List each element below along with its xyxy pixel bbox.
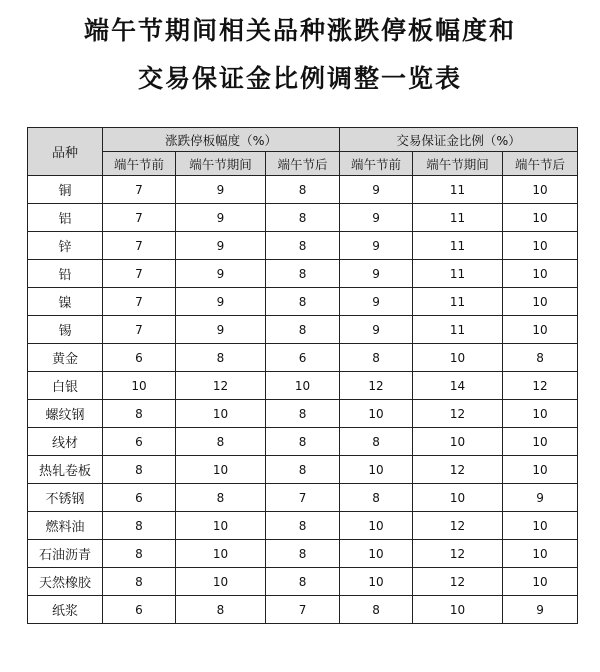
- value-cell: 8: [103, 456, 176, 484]
- variety-name-cell: 石油沥青: [28, 540, 103, 568]
- price-limit-group-header: 涨跌停板幅度（%）: [103, 128, 340, 152]
- value-cell: 8: [176, 428, 266, 456]
- value-cell: 10: [503, 540, 578, 568]
- value-cell: 6: [103, 428, 176, 456]
- sub-header: 端午节期间: [176, 152, 266, 176]
- header-row-periods: [28, 152, 578, 176]
- value-cell: 10: [340, 400, 413, 428]
- value-cell: 8: [103, 540, 176, 568]
- variety-name-cell: 铅: [28, 260, 103, 288]
- value-cell: 9: [340, 288, 413, 316]
- table-row: [28, 428, 578, 456]
- variety-name-cell: 镍: [28, 288, 103, 316]
- value-cell: 8: [176, 344, 266, 372]
- table-row: [28, 540, 578, 568]
- table-row: [28, 204, 578, 232]
- value-cell: 8: [266, 260, 340, 288]
- value-cell: 7: [103, 288, 176, 316]
- table-row: [28, 176, 578, 204]
- value-cell: 10: [103, 372, 176, 400]
- value-cell: 8: [103, 400, 176, 428]
- value-cell: 7: [266, 484, 340, 512]
- value-cell: 8: [266, 204, 340, 232]
- table-row: [28, 232, 578, 260]
- value-cell: 8: [176, 484, 266, 512]
- value-cell: 9: [340, 316, 413, 344]
- variety-name-cell: 白银: [28, 372, 103, 400]
- value-cell: 10: [503, 400, 578, 428]
- value-cell: 6: [103, 596, 176, 624]
- sub-header: 端午节后: [266, 152, 340, 176]
- value-cell: 11: [413, 176, 503, 204]
- page-title-line-2: 交易保证金比例调整一览表: [137, 64, 462, 93]
- value-cell: 9: [340, 176, 413, 204]
- value-cell: 9: [503, 484, 578, 512]
- variety-name-cell: 热轧卷板: [28, 456, 103, 484]
- value-cell: 8: [103, 568, 176, 596]
- variety-column-header: 品种: [28, 128, 103, 176]
- value-cell: 7: [103, 260, 176, 288]
- table-row: [28, 484, 578, 512]
- value-cell: 8: [503, 344, 578, 372]
- value-cell: 12: [176, 372, 266, 400]
- value-cell: 12: [503, 372, 578, 400]
- value-cell: 8: [340, 596, 413, 624]
- value-cell: 9: [503, 596, 578, 624]
- table-row: [28, 568, 578, 596]
- value-cell: 10: [503, 288, 578, 316]
- value-cell: 12: [413, 540, 503, 568]
- value-cell: 7: [103, 204, 176, 232]
- value-cell: 12: [340, 372, 413, 400]
- value-cell: 8: [266, 456, 340, 484]
- value-cell: 10: [176, 540, 266, 568]
- value-cell: 11: [413, 204, 503, 232]
- value-cell: 8: [266, 568, 340, 596]
- variety-name-cell: 螺纹钢: [28, 400, 103, 428]
- value-cell: 10: [340, 456, 413, 484]
- value-cell: 10: [413, 596, 503, 624]
- value-cell: 11: [413, 316, 503, 344]
- table-row: [28, 512, 578, 540]
- value-cell: 10: [176, 456, 266, 484]
- value-cell: 9: [340, 204, 413, 232]
- variety-name-cell: 燃料油: [28, 512, 103, 540]
- value-cell: 11: [413, 260, 503, 288]
- value-cell: 10: [340, 568, 413, 596]
- value-cell: 8: [266, 176, 340, 204]
- table-row: [28, 316, 578, 344]
- value-cell: 7: [103, 232, 176, 260]
- sub-header: 端午节前: [340, 152, 413, 176]
- table-row: [28, 288, 578, 316]
- adjustment-table: [27, 127, 578, 624]
- value-cell: 9: [176, 260, 266, 288]
- variety-name-cell: 铝: [28, 204, 103, 232]
- value-cell: 10: [340, 512, 413, 540]
- value-cell: 8: [266, 540, 340, 568]
- value-cell: 10: [503, 568, 578, 596]
- value-cell: 8: [340, 344, 413, 372]
- value-cell: 10: [503, 260, 578, 288]
- value-cell: 6: [103, 344, 176, 372]
- margin-ratio-group-header: 交易保证金比例（%）: [340, 128, 578, 152]
- header-row-groups: [28, 128, 578, 152]
- value-cell: 10: [503, 204, 578, 232]
- value-cell: 10: [413, 344, 503, 372]
- value-cell: 8: [266, 400, 340, 428]
- value-cell: 10: [413, 484, 503, 512]
- table-row: [28, 596, 578, 624]
- value-cell: 12: [413, 512, 503, 540]
- variety-name-cell: 纸浆: [28, 596, 103, 624]
- value-cell: 10: [266, 372, 340, 400]
- variety-name-cell: 天然橡胶: [28, 568, 103, 596]
- table-body: [28, 176, 578, 624]
- value-cell: 10: [503, 176, 578, 204]
- value-cell: 12: [413, 568, 503, 596]
- value-cell: 6: [103, 484, 176, 512]
- variety-name-cell: 不锈钢: [28, 484, 103, 512]
- value-cell: 10: [503, 232, 578, 260]
- value-cell: 10: [176, 568, 266, 596]
- variety-name-cell: 线材: [28, 428, 103, 456]
- value-cell: 6: [266, 344, 340, 372]
- sub-header: 端午节后: [503, 152, 578, 176]
- value-cell: 10: [176, 400, 266, 428]
- value-cell: 9: [176, 288, 266, 316]
- page-title-line-1: 端午节期间相关品种涨跌停板幅度和: [83, 16, 516, 45]
- table-header: [28, 128, 578, 176]
- table-row: [28, 260, 578, 288]
- value-cell: 10: [413, 428, 503, 456]
- value-cell: 11: [413, 232, 503, 260]
- value-cell: 8: [266, 316, 340, 344]
- value-cell: 10: [503, 456, 578, 484]
- value-cell: 9: [340, 232, 413, 260]
- value-cell: 10: [503, 428, 578, 456]
- variety-name-cell: 铜: [28, 176, 103, 204]
- value-cell: 7: [266, 596, 340, 624]
- value-cell: 14: [413, 372, 503, 400]
- value-cell: 8: [266, 428, 340, 456]
- table-row: [28, 400, 578, 428]
- value-cell: 10: [503, 316, 578, 344]
- value-cell: 7: [103, 316, 176, 344]
- value-cell: 9: [176, 316, 266, 344]
- value-cell: 8: [266, 288, 340, 316]
- value-cell: 9: [340, 260, 413, 288]
- value-cell: 9: [176, 204, 266, 232]
- value-cell: 11: [413, 288, 503, 316]
- value-cell: 10: [340, 540, 413, 568]
- table-row: [28, 456, 578, 484]
- value-cell: 7: [103, 176, 176, 204]
- table-row: [28, 372, 578, 400]
- value-cell: 9: [176, 176, 266, 204]
- value-cell: 10: [176, 512, 266, 540]
- value-cell: 8: [340, 428, 413, 456]
- variety-name-cell: 黄金: [28, 344, 103, 372]
- value-cell: 9: [176, 232, 266, 260]
- sub-header: 端午节前: [103, 152, 176, 176]
- sub-header: 端午节期间: [413, 152, 503, 176]
- variety-name-cell: 锡: [28, 316, 103, 344]
- value-cell: 8: [176, 596, 266, 624]
- table-row: [28, 344, 578, 372]
- value-cell: 8: [266, 232, 340, 260]
- value-cell: 10: [503, 512, 578, 540]
- value-cell: 8: [103, 512, 176, 540]
- value-cell: 8: [340, 484, 413, 512]
- value-cell: 12: [413, 456, 503, 484]
- value-cell: 8: [266, 512, 340, 540]
- value-cell: 12: [413, 400, 503, 428]
- variety-name-cell: 锌: [28, 232, 103, 260]
